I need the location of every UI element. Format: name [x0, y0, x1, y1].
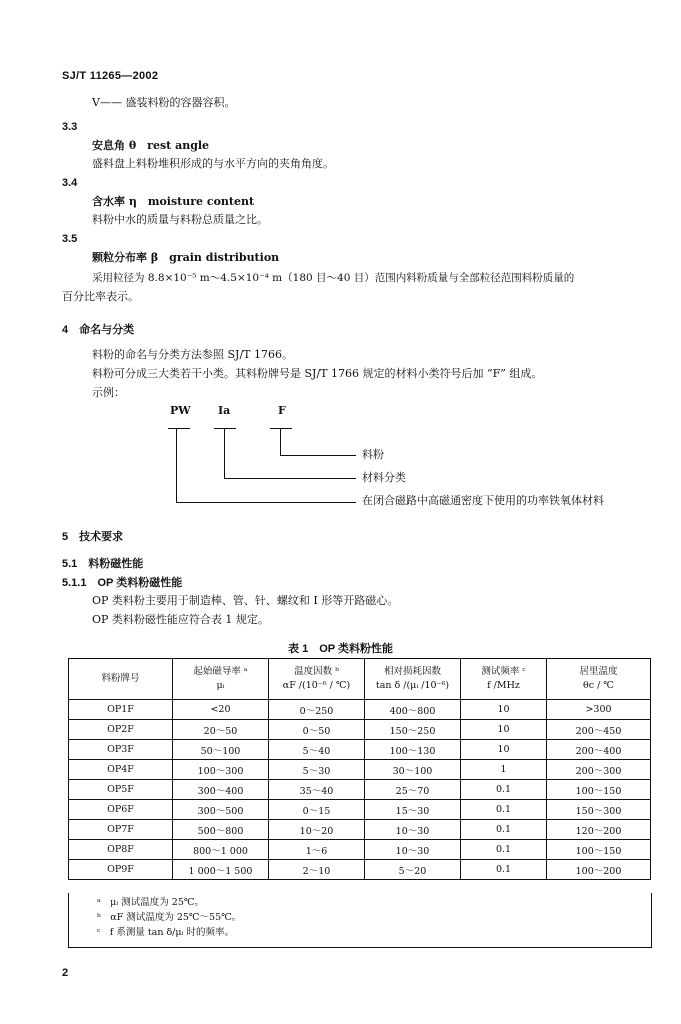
table-cell: 200～450 [547, 720, 651, 740]
table-cell: OP6F [69, 800, 173, 820]
table-row [69, 820, 651, 840]
table-cell: 1～6 [269, 840, 365, 860]
table-cell: 150～250 [365, 720, 461, 740]
table-cell: OP1F [69, 700, 173, 720]
table-cell: 20～50 [173, 720, 269, 740]
example-label: 示例： [92, 386, 125, 399]
table-cell: >300 [547, 700, 651, 720]
table-cell: 100～150 [547, 780, 651, 800]
table-row [69, 700, 651, 720]
clause-3-4-term: 含水率 η moisture content [92, 195, 255, 208]
table-cell: 800～1 000 [173, 840, 269, 860]
code-ia: Ia [218, 404, 231, 417]
table-cell: 0.1 [461, 780, 547, 800]
section-5-1-1-title: 5.1.1 OP 类料粉磁性能 [62, 577, 183, 589]
table-cell: 30～100 [365, 760, 461, 780]
table-cell: 15～30 [365, 800, 461, 820]
table-cell: 200～400 [547, 740, 651, 760]
table-cell: 1 000～1 500 [173, 860, 269, 880]
leader-line-pw [176, 428, 356, 503]
section-5-1-title: 5.1 料粉磁性能 [62, 558, 144, 570]
table-cell: 0～250 [269, 700, 365, 720]
table-cell: 50～100 [173, 740, 269, 760]
table-caption: 表 1 OP 类料粉性能 [288, 643, 393, 655]
table-cell: 10～20 [269, 820, 365, 840]
v-definition: V—— 盛装料粉的容器容积。 [92, 96, 236, 109]
table-cell: OP2F [69, 720, 173, 740]
table-cell: 100～300 [173, 760, 269, 780]
section-5-1-1-para-2: OP 类料粉磁性能应符合表 1 规定。 [92, 613, 269, 626]
table-cell: 150～300 [547, 800, 651, 820]
table-row [69, 840, 651, 860]
table-cell: 0～15 [269, 800, 365, 820]
table-cell: 10 [461, 720, 547, 740]
table-cell: OP4F [69, 760, 173, 780]
table-cell: 100～130 [365, 740, 461, 760]
table-cell: 2～10 [269, 860, 365, 880]
table-cell: 10～30 [365, 820, 461, 840]
table-cell: 0.1 [461, 800, 547, 820]
table-cell: 200～300 [547, 760, 651, 780]
header-test-frequency: 测试频率 ᶜ f /MHz [461, 659, 547, 700]
header-permeability: 起始磁导率 ᵃ μᵢ [173, 659, 269, 700]
table-cell: 0.1 [461, 860, 547, 880]
table-cell: <20 [173, 700, 269, 720]
header-temp-factor: 温度因数 ᵇ αF /(10⁻⁶ / ℃) [269, 659, 365, 700]
table-notes [68, 893, 652, 948]
clause-3-5-desc-line2: 百分比率表示。 [62, 290, 139, 303]
clause-3-5-term: 颗粒分布率 β grain distribution [92, 251, 280, 264]
section-4-para-1: 料粉的命名与分类方法参照 SJ/T 1766。 [92, 348, 293, 361]
table-cell: 5～30 [269, 760, 365, 780]
table-cell: 25～70 [365, 780, 461, 800]
header-loss-factor: 相对损耗因数 tan δ /(μᵢ /10⁻⁶) [365, 659, 461, 700]
table-cell: OP8F [69, 840, 173, 860]
table-cell: OP9F [69, 860, 173, 880]
table-cell: 10 [461, 700, 547, 720]
table-cell: 300～500 [173, 800, 269, 820]
label-powder: 料粉 [362, 448, 384, 461]
section-4-title: 4 命名与分类 [62, 324, 135, 336]
table-cell: OP7F [69, 820, 173, 840]
table-cell: 300～400 [173, 780, 269, 800]
code-pw: PW [170, 404, 191, 417]
section-4-para-2: 料粉可分成三大类若干小类。其料粉牌号是 SJ/T 1766 规定的材料小类符号后加 “F” 组成。 [92, 367, 543, 380]
header-grade: 料粉牌号 [69, 659, 173, 700]
table-cell: 120～200 [547, 820, 651, 840]
table-cell: 500～800 [173, 820, 269, 840]
clause-3-5-number: 3.5 [62, 233, 78, 245]
clause-3-3-term: 安息角 θ rest angle [92, 139, 210, 152]
label-material-class: 材料分类 [362, 471, 406, 484]
clause-3-5-desc-line1: 采用粒径为 8.8×10⁻⁵ m～4.5×10⁻⁴ m（180 目～40 目）范围内料粉质量与全部粒径范围料粉质量的 [92, 272, 575, 284]
note-c: ᶜ f 系测量 tan δ/μᵢ 时的频率。 [97, 927, 234, 938]
table-row [69, 860, 651, 880]
table-cell: 100～150 [547, 840, 651, 860]
clause-3-4-desc: 料粉中水的质量与料粉总质量之比。 [92, 213, 268, 226]
op-powder-table [68, 658, 651, 880]
table-cell: 1 [461, 760, 547, 780]
table-cell: 10～30 [365, 840, 461, 860]
table-cell: 35～40 [269, 780, 365, 800]
clause-3-3-number: 3.3 [62, 121, 78, 133]
page-number: 2 [62, 967, 69, 979]
standard-code: SJ/T 11265—2002 [62, 70, 159, 82]
label-power-ferrite: 在闭合磁路中高磁通密度下使用的功率铁氧体材料 [362, 494, 604, 507]
table-cell: 100～200 [547, 860, 651, 880]
table-cell: 0～50 [269, 720, 365, 740]
table-cell: 10 [461, 740, 547, 760]
table-cell: OP5F [69, 780, 173, 800]
code-f: F [278, 404, 286, 417]
clause-3-3-desc: 盛料盘上料粉堆积形成的与水平方向的夹角角度。 [92, 157, 334, 170]
table-cell: 5～20 [365, 860, 461, 880]
header-curie-temp: 居里温度 θc / ℃ [547, 659, 651, 700]
table-row [69, 780, 651, 800]
table-row [69, 800, 651, 820]
table-row [69, 740, 651, 760]
table-cell: OP3F [69, 740, 173, 760]
table-cell: 0.1 [461, 820, 547, 840]
table-cell: 0.1 [461, 840, 547, 860]
table-header-row [69, 659, 651, 700]
note-b: ᵇ αF 测试温度为 25℃～55℃。 [97, 912, 242, 923]
note-a: ᵃ μᵢ 测试温度为 25℃。 [97, 897, 205, 908]
table-cell: 5～40 [269, 740, 365, 760]
table-cell: 400～800 [365, 700, 461, 720]
clause-3-4-number: 3.4 [62, 177, 78, 189]
table-row [69, 720, 651, 740]
section-5-1-1-para-1: OP 类料粉主要用于制造棒、管、针、螺纹和 I 形等开路磁心。 [92, 594, 399, 607]
table-row [69, 760, 651, 780]
section-5-title: 5 技术要求 [62, 531, 124, 543]
